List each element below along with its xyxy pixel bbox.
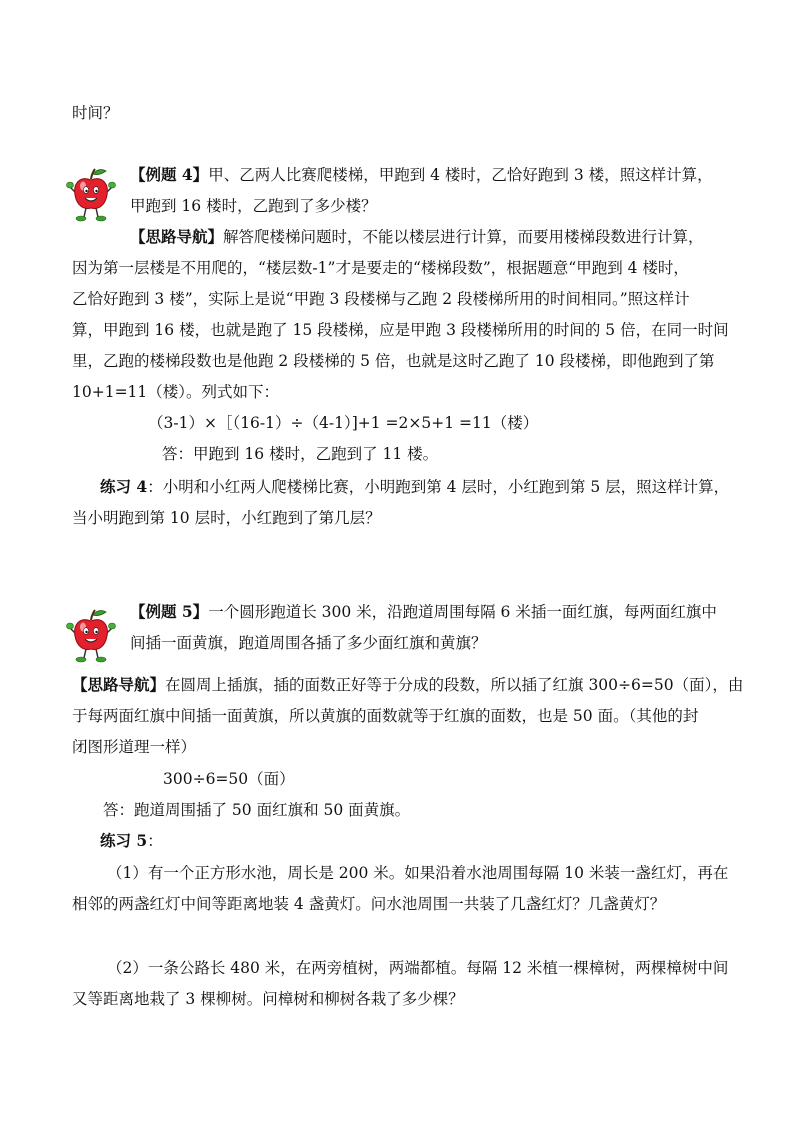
- example4-answer: 答：甲跑到 16 楼时，乙跑到了 11 楼。: [162, 445, 439, 463]
- practice4-line2: 当小明跑到第 10 层时，小红跑到了第几层？: [72, 509, 381, 527]
- example5-tag: 【例题 5】: [130, 602, 209, 621]
- example4-question-line1: 【例题 4】甲、乙两人比赛爬楼梯，甲跑到 4 楼时，乙恰好跑到 3 楼，照这样计算，: [130, 165, 713, 184]
- example5-guide-tag: 【思路导航】: [72, 675, 166, 694]
- practice5-item2-line2: 又等距离地栽了 3 棵柳树。问樟树和柳树各栽了多少棵？: [72, 990, 464, 1008]
- practice4-line1: 练习 4：小明和小红两人爬楼梯比赛，小明跑到第 4 层时，小红跑到第 5 层，照这样计算，: [100, 477, 730, 496]
- example4-guide-line3: 乙恰好跑到 3 楼”，实际上是说“甲跑 3 段楼梯与乙跑 2 段楼梯所用的时间相同。”照这样计: [72, 290, 690, 308]
- example5-guide-line3: 闭图形道理一样）: [72, 738, 197, 756]
- example5-guide-line2: 于每两面红旗中间插一面黄旗，所以黄旗的面数就等于红旗的面数，也是 50 面。（其他的封: [72, 707, 699, 725]
- example4-guide-line6: 10+1=11（楼）。列式如下：: [72, 383, 280, 401]
- practice5-item2-line1: （2）一条公路长 480 米，在两旁植树，两端都植。每隔 12 米植一棵樟树，两棵樟树中间: [107, 959, 729, 977]
- example4-formula: （3-1）×［（16-1）÷（4-1）]+1 =2×5+1 =11（楼）: [148, 414, 539, 432]
- example5-question-line2: 间插一面黄旗，跑道周围各插了多少面红旗和黄旗？: [130, 634, 487, 652]
- apple-mascot-icon: [66, 165, 116, 223]
- apple-mascot-icon: [66, 606, 116, 664]
- example4-guide-line4: 算，甲跑到 16 楼，也就是跑了 15 段楼梯，应是甲跑 3 段楼梯所用的时间的 5 倍，在同一时间: [72, 321, 729, 339]
- example5-formula: 300÷6=50（面）: [163, 770, 295, 788]
- example4-guide-line5: 里，乙跑的楼梯段数也是他跑 2 段楼梯的 5 倍，也就是这时乙跑了 10 段楼梯，即他跑到了第: [72, 352, 715, 370]
- example4-guide-tag: 【思路导航】: [130, 227, 224, 246]
- example5-question-line1: 【例题 5】一个圆形跑道长 300 米，沿跑道周围每隔 6 米插一面红旗，每两面红旗中: [130, 602, 717, 621]
- example4-guide-line1: 【思路导航】解答爬楼梯问题时，不能以楼层进行计算，而要用楼梯段数进行计算，: [130, 227, 704, 246]
- practice5-item1-line1: （1）有一个正方形水池，周长是 200 米。如果沿着水池周围每隔 10 米装一盏红灯，再在: [107, 864, 729, 882]
- example4-guide-line2: 因为第一层楼是不用爬的，“楼层数-1”才是要走的“楼梯段数”，根据题意“甲跑到 4 楼时，: [72, 259, 689, 277]
- example4-question-line2: 甲跑到 16 楼时，乙跑到了多少楼？: [130, 197, 377, 215]
- practice5-tag: 练习 5: [100, 831, 148, 850]
- example4-tag: 【例题 4】: [130, 165, 209, 184]
- practice5-item1-line2: 相邻的两盏红灯中间等距离地装 4 盏黄灯。问水池周围一共装了几盏红灯？几盏黄灯？: [72, 895, 666, 913]
- example5-guide-line1: 【思路导航】在圆周上插旗，插的面数正好等于分成的段数，所以插了红旗 300÷6=50（面），由: [72, 675, 744, 694]
- intro-tail: 时间？: [72, 104, 119, 122]
- example5-answer: 答：跑道周围插了 50 面红旗和 50 面黄旗。: [103, 801, 411, 819]
- practice5-heading: 练习 5：: [100, 831, 163, 850]
- practice4-tag: 练习 4: [100, 477, 148, 496]
